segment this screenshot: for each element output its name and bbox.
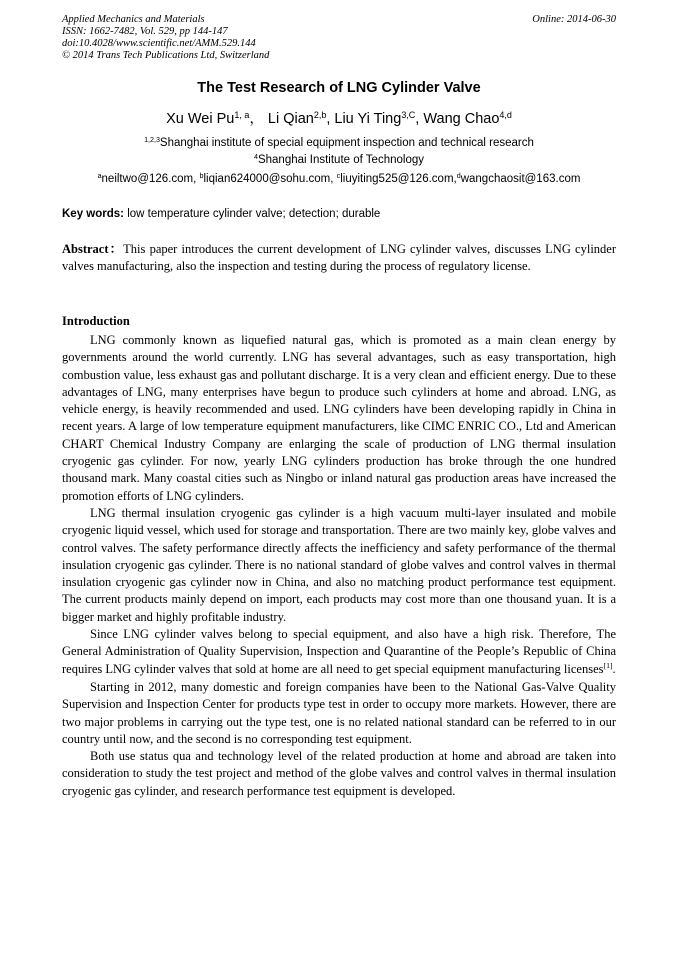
author-name: Li Qian	[267, 111, 314, 127]
affiliation-1	[0, 137, 678, 149]
journal-header	[62, 14, 616, 62]
email-list	[0, 173, 678, 185]
author-superscript: 3,C	[401, 109, 416, 120]
author-list	[0, 107, 678, 128]
author-superscript: 1, a	[234, 109, 250, 120]
email-superscript: a	[97, 171, 102, 180]
author-name: Wang Chao	[423, 111, 500, 127]
abstract-label: Abstract：	[62, 242, 124, 256]
paragraph: Starting in 2012, many domestic and foreign companies have been to the National Gas-Valve Quality Supervision and Inspection Center for products type test in order to occupy more markets. However, there are two major problems in carrying out the type test, one is no related national standard can be referred to in our country until now, and the second is no corresponding test equipment.	[62, 679, 616, 746]
paragraph: LNG thermal insulation cryogenic gas cylinder is a high vacuum multi-layer insulated and mobile cryogenic liquid vessel, which used for storage and transportation. There are two mainly key, globe valves and control valves. The safety performance directly affects the inefficiency and safety performance of the thermal insulation cryogenic gas cylinder. There is no national standard of globe valves and control valves in thermal insulation cryogenic gas cylinder now in China, and also no matching product performance test equipment. The current products mainly depend on import, each products may cost more than one thousand yuan. It is a bigger market and highly profitable industry.	[62, 505, 616, 624]
abstract	[62, 241, 616, 276]
journal-name: Applied Mechanics and Materials	[62, 14, 205, 25]
email-text: liqian624000@sohu.com,	[203, 173, 337, 185]
paragraph-end: .	[612, 661, 616, 676]
keywords-label: Key words:	[62, 208, 124, 220]
abstract-text: This paper introduces the current development of LNG cylinder valves, discusses LNG cylinder valves manufacturing, also the inspection and testing during the process of regulatory license.	[62, 242, 616, 274]
affiliation-2	[0, 154, 678, 166]
introduction-body	[62, 332, 616, 800]
paragraph	[62, 626, 616, 679]
author-separator: ,	[415, 111, 424, 127]
email-superscript: b	[199, 171, 204, 180]
affiliation-text: Shanghai Institute of Technology	[257, 154, 424, 166]
email-text: wangchaosit@163.com	[460, 173, 581, 185]
affiliation-superscript: 1,2,3	[144, 135, 160, 144]
keywords-text: low temperature cylinder valve; detection; durable	[124, 208, 381, 220]
copyright-line: © 2014 Trans Tech Publications Ltd, Switzerland	[62, 50, 270, 61]
email-text: neiltwo@126.com,	[101, 173, 200, 185]
author-superscript: 2,b	[313, 109, 327, 120]
issn-line: ISSN: 1662-7482, Vol. 529, pp 144-147	[62, 26, 228, 37]
affiliation-superscript: 4	[254, 152, 258, 161]
author-separator: ，	[249, 111, 268, 127]
email-superscript: d	[456, 171, 461, 180]
email-text: liuyiting525@126.com,	[340, 173, 457, 185]
section-heading-introduction: Introduction	[62, 314, 130, 328]
doi-line: doi:10.4028/www.scientific.net/AMM.529.144	[62, 38, 256, 49]
affiliation-text: Shanghai institute of special equipment inspection and technical research	[159, 137, 534, 149]
paper-title: The Test Research of LNG Cylinder Valve	[197, 80, 481, 96]
paragraph: Both use status qua and technology level of the related production at home and abroad are taken into consideration to study the test project and method of the globe valves and control valves in thermal insulation cryogenic gas cylinder, and research performance test equipment is developed.	[62, 749, 616, 798]
author-separator: ,	[326, 111, 335, 127]
paragraph-text: Since LNG cylinder valves belong to special equipment, and also have a high risk. Therefore, The General Administration of Quality Supervision, Inspection and Quarantine of the People’s Republic of China requires LNG cylinder valves that sold at home are all need to get special equipment manufacturing licenses	[62, 627, 616, 676]
author-superscript: 4,d	[499, 109, 512, 120]
author-name: Liu Yi Ting	[334, 111, 402, 127]
online-date: Online: 2014-06-30	[532, 14, 616, 25]
citation-ref: [1]	[603, 661, 613, 670]
paragraph: LNG commonly known as liquefied natural gas, which is promoted as a main clean energy by governments around the world currently. LNG has several advantages, such as easy transportation, high combustion value, less exhaust gas and pollutant discharge. It is a very clean and efficient energy. Due to these advantages of LNG, many enterprises have begun to produce such cylinders at home and abroad. LNG, as vehicle energy, is heavily recommended and used. LNG cylinders have been developing rapidly in China in recent years. A large of low temperature equipment manufacturers, like CIMC ENRIC CO., Ltd and American CHART Chemical Industry Company are enlarging the scale of production of LNG thermal insulation cryogenic gas cylinder. For now, yearly LNG cylinders production has broke through the one hundred thousand mark. Many coastal cities such as Ningbo or inland natural gas production areas have increased the promotion efforts of LNG cylinders.	[62, 333, 616, 503]
author-name: Xu Wei Pu	[166, 111, 235, 127]
keywords	[62, 208, 616, 220]
email-superscript: c	[336, 171, 341, 180]
